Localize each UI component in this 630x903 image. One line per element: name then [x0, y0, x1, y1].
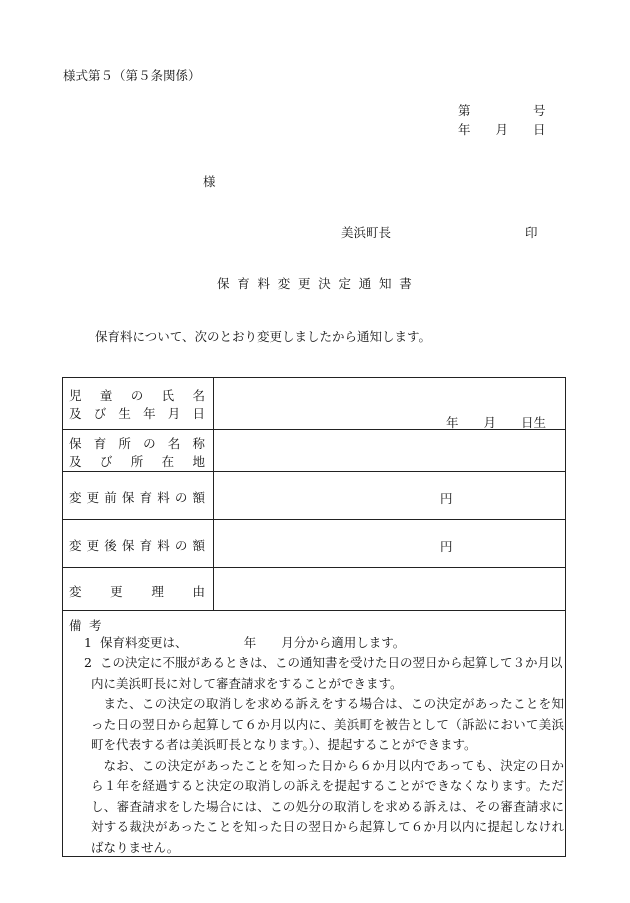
label-change-reason: 変 更 理 由 — [69, 584, 205, 599]
issue-number: 第 号 — [458, 103, 546, 118]
sender-name: 美浜町長 — [341, 225, 392, 240]
table-row-divider — [62, 610, 566, 611]
label-fee-before: 変 更 前 保 育 料 の 額 — [69, 490, 205, 505]
label-child-name: 児 童 の 氏 名 — [69, 388, 205, 403]
note-paragraph-appeal: また、この決定の取消しを求める訴えをする場合は、この決定があったことを知った日の翌日から起算して６か月以内に、美浜町を被告として（訴訟において美浜町を代表する者は美浜町長となります。）、提起することができます。 — [91, 696, 564, 752]
note-item-1 — [70, 633, 564, 654]
note-text-line-2: 内に美浜町長に対して審査請求をすることができます。 — [91, 675, 403, 691]
note-text-line-1: この決定に不服があるときは、この通知書を受けた日の翌日から起算して３か月以 — [100, 655, 563, 670]
label-nursery-name: 保 育 所 の 名 称 — [69, 436, 205, 451]
table-column-divider — [213, 377, 214, 610]
fee-before-value: 円 — [440, 491, 453, 506]
label-nursery-address: 及 び 所 在 地 — [69, 454, 205, 469]
notes-heading: 備考 — [69, 618, 110, 633]
table-row-divider — [62, 471, 566, 472]
label-fee-after: 変 更 後 保 育 料 の 額 — [69, 538, 205, 553]
note-item-2 — [70, 653, 564, 858]
table-row-divider — [62, 567, 566, 568]
birthdate-value: 年 月 日生 — [446, 415, 547, 430]
intro-text: 保育料について、次のとおり変更しましたから通知します。 — [95, 329, 432, 344]
table-row-divider — [62, 519, 566, 520]
fee-after-value: 円 — [440, 539, 453, 554]
seal-mark: 印 — [525, 225, 538, 240]
note-number: 2 — [84, 655, 92, 670]
form-label: 様式第５（第５条関係） — [63, 68, 201, 83]
note-paragraph-deadline: なお、この決定があったことを知った日から６か月以内であっても、決定の日から１年を経過すると決定の取消しの訴えを提起することができなくなります。ただし、審査請求をした場合には、この処分の取消しを求める訴えは、その審査請求に対する裁決があったことを知った日の翌日から起算して６か月以内に提起しなければなりません。 — [91, 757, 564, 855]
document-title: 保育料変更決定通知書 — [217, 276, 420, 291]
addressee-suffix: 様 — [203, 174, 216, 189]
note-number: 1 — [84, 635, 92, 650]
issue-date: 年 月 日 — [458, 122, 546, 137]
label-child-birthdate: 及 び 生 年 月 日 — [69, 406, 205, 421]
note-text: 保育料変更は、 年 月分から適用します。 — [100, 635, 406, 650]
